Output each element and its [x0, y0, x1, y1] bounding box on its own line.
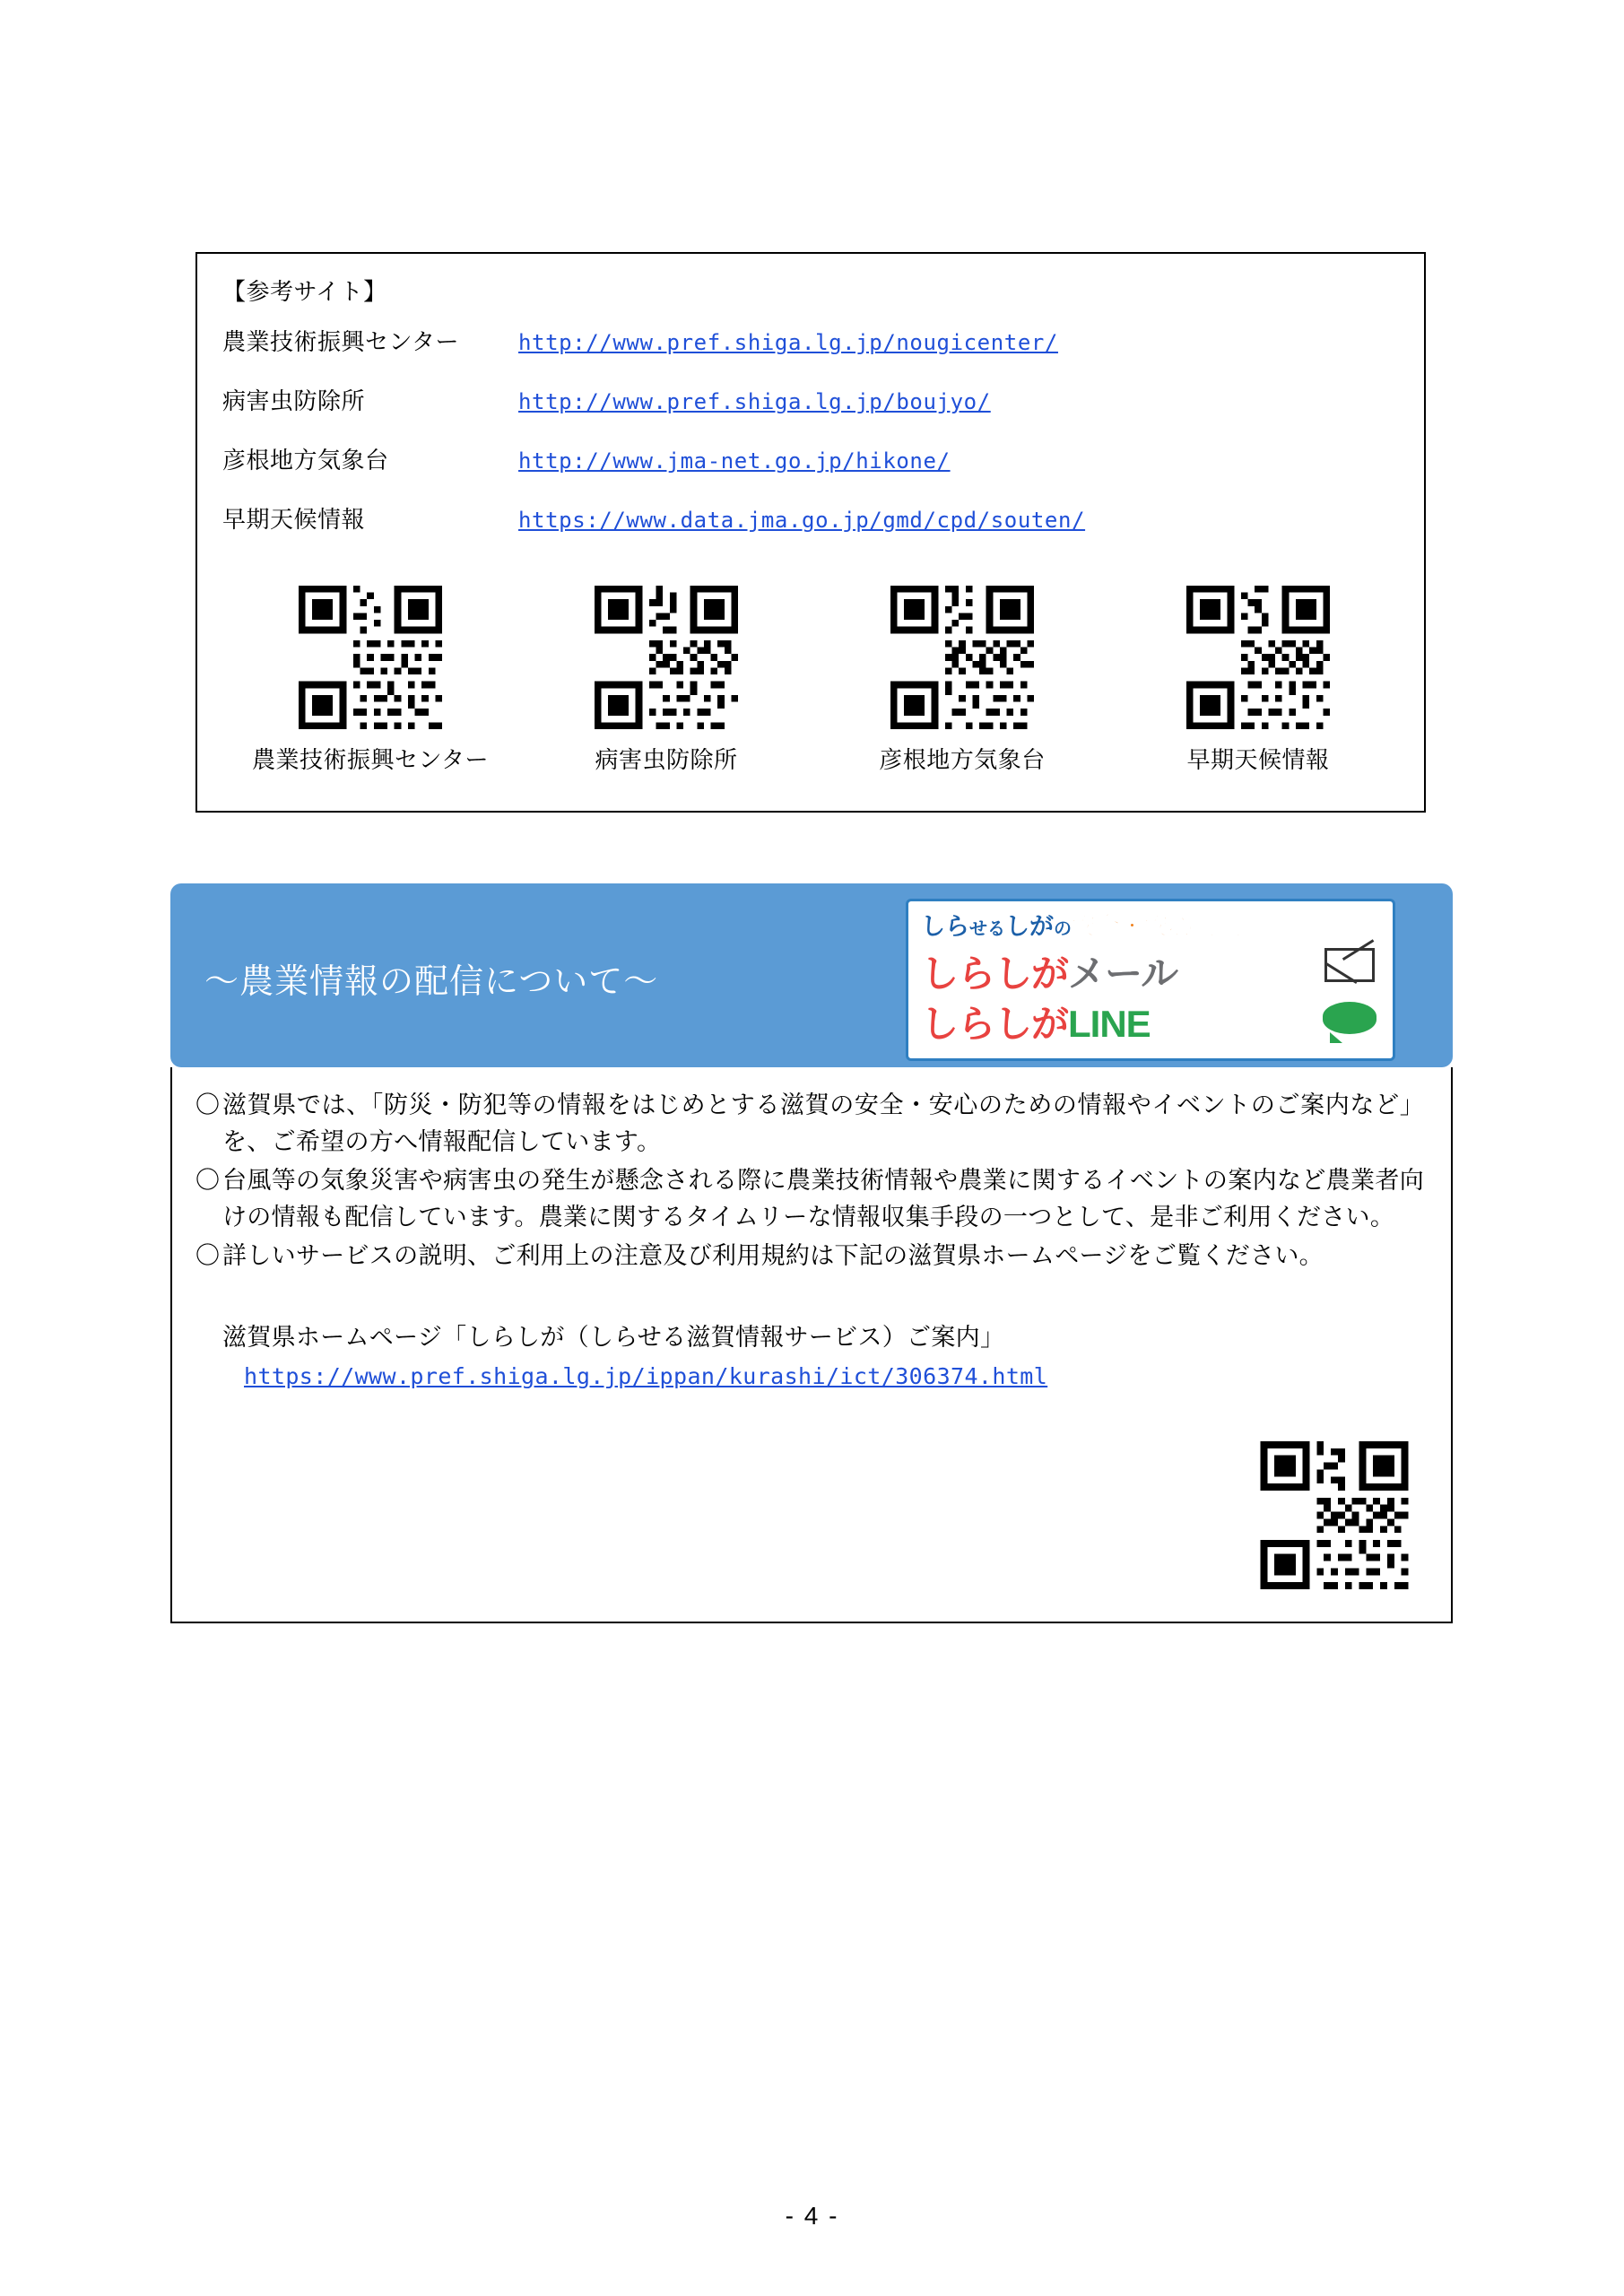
- qr-cell: [222, 586, 518, 775]
- reference-links-list: [222, 324, 1406, 561]
- qr-caption: 早期天候情報: [1186, 746, 1330, 773]
- qr-cell: [1110, 586, 1406, 775]
- list-item: [195, 1238, 1424, 1274]
- homepage-label: 滋賀県ホームページ「しらしが（しらせる滋賀情報サービス）ご案内」: [222, 1324, 1005, 1352]
- reference-label: 農業技術振興センター: [222, 328, 459, 355]
- homepage-link[interactable]: https://www.pref.shiga.lg.jp/ippan/kurashi/ict/306374.html: [244, 1363, 1048, 1390]
- reference-label: 早期天候情報: [222, 506, 366, 533]
- speech-bubble-icon: [1323, 1002, 1376, 1034]
- list-item: [195, 1162, 1424, 1236]
- logo-mail-word: メール: [1068, 952, 1178, 995]
- bullet-marker: 〇: [195, 1091, 221, 1118]
- panel-body: [170, 1067, 1453, 1623]
- logo-tagline-part2: せる: [969, 919, 1005, 939]
- bullet-text: 滋賀県では、「防災・防犯等の情報をはじめとする滋賀の安全・安心のための情報やイベントのご案内など」を、ご希望の方へ情報配信しています。: [222, 1091, 1424, 1156]
- qr-code-icon: [290, 586, 451, 729]
- qr-caption: 彦根地方気象台: [879, 746, 1046, 773]
- reference-label: 彦根地方気象台: [222, 447, 389, 474]
- reference-link[interactable]: http://www.pref.shiga.lg.jp/nougicenter/: [518, 330, 1058, 355]
- qr-code-icon: [1177, 586, 1339, 729]
- reference-link[interactable]: http://www.jma-net.go.jp/hikone/: [518, 448, 951, 474]
- logo-tagline: [921, 907, 1241, 942]
- reference-sites-box: [195, 252, 1426, 813]
- list-item: [222, 442, 1406, 501]
- panel-header: [170, 883, 1453, 1067]
- qr-code-icon: [586, 586, 747, 729]
- list-item: [195, 1087, 1424, 1161]
- qr-code-icon: [881, 586, 1043, 729]
- list-item: [222, 383, 1406, 442]
- reference-box-title: 【参考サイト】: [222, 278, 387, 305]
- qr-caption: 病害虫防除所: [595, 746, 738, 773]
- bullet-marker: 〇: [195, 1167, 221, 1195]
- qr-code-icon: [1254, 1441, 1415, 1589]
- bullet-marker: 〇: [195, 1242, 221, 1270]
- list-item: [222, 324, 1406, 383]
- logo-tagline-part3: しが: [1005, 913, 1054, 940]
- logo-tagline-safety: 安全・安心情報: [1072, 913, 1241, 940]
- logo-line-shirashiga: しらしが: [921, 1003, 1069, 1045]
- homepage-block: [195, 1318, 1119, 1389]
- page-title: ～農業情報の配信について～: [204, 963, 659, 1001]
- qr-code-strip: [222, 586, 1406, 775]
- qr-cell: [814, 586, 1110, 775]
- logo-line-word: LINE: [1068, 1003, 1151, 1045]
- list-item: [222, 501, 1406, 561]
- logo-mail-shirashiga: しらしが: [921, 952, 1069, 995]
- logo-mail-line: [921, 944, 1177, 998]
- logo-tagline-no: の: [1054, 919, 1072, 939]
- bullet-text: 詳しいサービスの説明、ご利用上の注意及び利用規約は下記の滋賀県ホームページをご覧ください。: [222, 1242, 1324, 1270]
- qr-cell: [518, 586, 814, 775]
- reference-link[interactable]: http://www.pref.shiga.lg.jp/boujyo/: [518, 389, 991, 414]
- logo-line-line: [921, 995, 1151, 1048]
- shirashiga-logo: [906, 899, 1395, 1061]
- envelope-icon: [1324, 948, 1375, 982]
- reference-label: 病害虫防除所: [222, 387, 366, 414]
- agriculture-info-delivery-panel: [170, 883, 1453, 1623]
- bullet-text: 台風等の気象災害や病害虫の発生が懸念される際に農業技術情報や農業に関するイベントの案内など農業者向けの情報も配信しています。農業に関するタイムリーな情報収集手段の一つとして、是非ご利用ください。: [222, 1167, 1424, 1231]
- page-number: - 4 -: [785, 2202, 839, 2230]
- bullet-list: [195, 1087, 1424, 1274]
- logo-tagline-part1: しら: [921, 913, 969, 940]
- reference-link[interactable]: https://www.data.jma.go.jp/gmd/cpd/souten/: [518, 508, 1086, 533]
- qr-caption: 農業技術振興センター: [252, 746, 489, 773]
